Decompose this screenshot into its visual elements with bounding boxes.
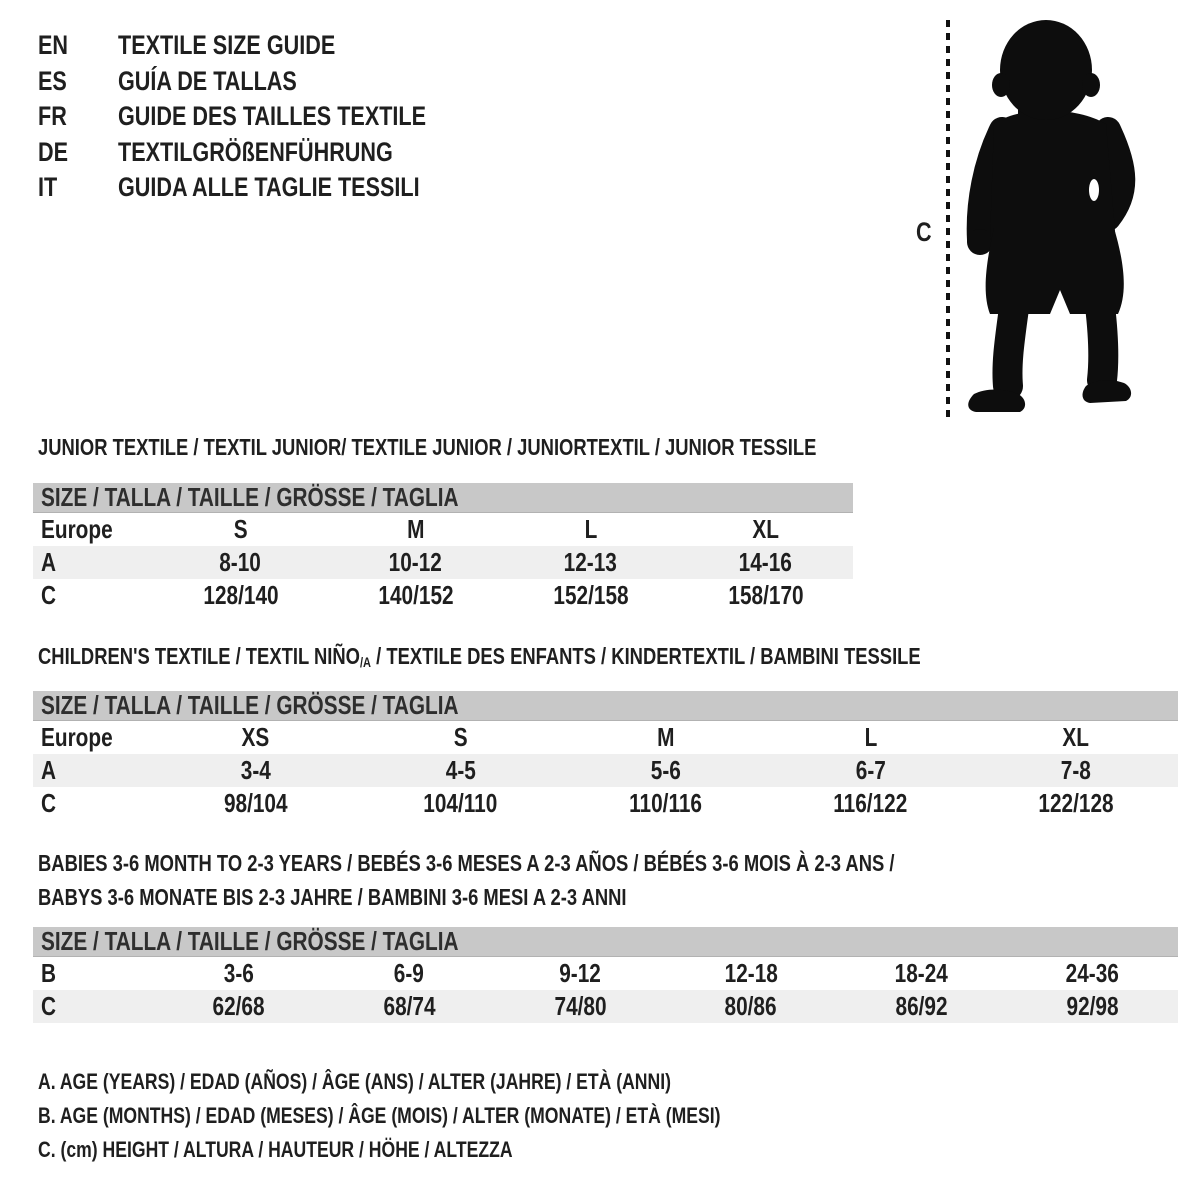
language-row — [38, 135, 503, 171]
table-cell: 3-6 — [223, 958, 254, 988]
table-cell: 104/110 — [423, 788, 498, 818]
table-cell: 110/116 — [629, 788, 702, 818]
language-code: IT — [38, 172, 58, 203]
table-row — [33, 754, 1178, 787]
table-row — [33, 546, 853, 579]
language-code: DE — [38, 136, 69, 167]
language-label: TEXTILE SIZE GUIDE — [118, 30, 336, 61]
row-label: C — [41, 788, 57, 818]
baby-silhouette — [958, 18, 1143, 418]
size-header-bar: SIZE / TALLA / TAILLE / GRÖSSE / TAGLIA — [33, 691, 1178, 721]
table-cell: XL — [1062, 722, 1089, 752]
table-cell: 158/170 — [727, 580, 804, 610]
table-row — [33, 721, 1178, 754]
language-label: TEXTILGRÖßENFÜHRUNG — [118, 136, 393, 167]
table-cell: 128/140 — [202, 580, 279, 610]
section-title-babies-line2: BABYS 3-6 MONATE BIS 2-3 JAHRE / BAMBINI 3-6 MESI A 2-3 ANNI — [38, 884, 627, 910]
row-label: A — [41, 547, 57, 577]
table-row — [33, 579, 853, 612]
table-row — [33, 990, 1178, 1023]
language-code: ES — [38, 65, 67, 96]
table-cell: 122/128 — [1037, 788, 1114, 818]
language-row — [38, 170, 503, 206]
language-list — [38, 28, 503, 206]
table-cell: 8-10 — [219, 547, 262, 577]
table-cell: XS — [241, 722, 270, 752]
measure-label-c: C — [916, 217, 932, 247]
table-cell: 10-12 — [388, 547, 443, 577]
row-label: C — [41, 991, 57, 1021]
section-title-children: CHILDREN'S TEXTILE / TEXTIL NIÑO/A / TEXTILE DES ENFANTS / KINDERTEXTIL / BAMBINI TESSILE — [38, 643, 921, 670]
table-cell: 18-24 — [895, 958, 949, 988]
row-label: B — [41, 958, 57, 988]
table-cell: 86/92 — [895, 991, 948, 1021]
table-cell: 12-18 — [724, 958, 778, 988]
row-label: Europe — [41, 722, 113, 752]
language-code: FR — [38, 101, 67, 132]
language-label: GUIDE DES TAILLES TEXTILE — [118, 101, 427, 132]
legend — [38, 1065, 891, 1167]
children-size-table — [33, 691, 1178, 820]
language-label: GUÍA DE TALLAS — [118, 65, 297, 96]
table-cell: 9-12 — [559, 958, 601, 988]
language-code: EN — [38, 30, 69, 61]
section-title-junior: JUNIOR TEXTILE / TEXTIL JUNIOR/ TEXTILE JUNIOR / JUNIORTEXTIL / JUNIOR TESSILE — [38, 434, 817, 460]
title-subscript: /A — [359, 655, 372, 670]
table-cell: 3-4 — [240, 755, 271, 785]
table-row — [33, 513, 853, 546]
legend-line-b: B. AGE (MONTHS) / EDAD (MESES) / ÂGE (MOIS) / ALTER (MONATE) / ETÀ (MESI) — [38, 1103, 721, 1128]
row-label: C — [41, 580, 57, 610]
table-cell: S — [453, 722, 468, 752]
table-cell: 74/80 — [554, 991, 607, 1021]
table-cell: M — [406, 514, 425, 544]
table-cell: XL — [752, 514, 779, 544]
table-cell: 140/152 — [377, 580, 454, 610]
row-label: Europe — [41, 514, 113, 544]
table-cell: 62/68 — [212, 991, 265, 1021]
junior-size-table — [33, 483, 853, 612]
table-row — [33, 787, 1178, 820]
table-cell: M — [656, 722, 675, 752]
language-label: GUIDA ALLE TAGLIE TESSILI — [118, 172, 420, 203]
table-cell: 116/122 — [833, 788, 908, 818]
babies-size-table — [33, 927, 1178, 1023]
table-cell: 98/104 — [223, 788, 288, 818]
table-cell: S — [233, 514, 248, 544]
table-cell: 6-7 — [855, 755, 886, 785]
table-cell: 4-5 — [445, 755, 476, 785]
table-cell: 24-36 — [1065, 958, 1120, 988]
table-cell: 14-16 — [738, 547, 793, 577]
table-cell: 92/98 — [1066, 991, 1119, 1021]
legend-line-c: C. (cm) HEIGHT / ALTURA / HAUTEUR / HÖHE / ALTEZZA — [38, 1137, 513, 1162]
language-row — [38, 64, 503, 100]
language-row — [38, 99, 503, 135]
table-cell: L — [864, 722, 877, 752]
legend-line-a: A. AGE (YEARS) / EDAD (AÑOS) / ÂGE (ANS) / ALTER (JAHRE) / ETÀ (ANNI) — [38, 1069, 671, 1094]
language-row — [38, 28, 503, 64]
table-row — [33, 957, 1178, 990]
table-cell: 68/74 — [383, 991, 436, 1021]
table-cell: 12-13 — [563, 547, 618, 577]
table-cell: 80/86 — [724, 991, 777, 1021]
table-cell: 6-9 — [394, 958, 425, 988]
table-cell: 5-6 — [650, 755, 681, 785]
row-label: A — [41, 755, 57, 785]
table-cell: L — [584, 514, 597, 544]
table-cell: 152/158 — [552, 580, 629, 610]
table-cell: 7-8 — [1060, 755, 1091, 785]
height-measure-dashed-line — [946, 20, 950, 418]
size-header-bar: SIZE / TALLA / TAILLE / GRÖSSE / TAGLIA — [33, 483, 853, 513]
size-header-bar: SIZE / TALLA / TAILLE / GRÖSSE / TAGLIA — [33, 927, 1178, 957]
section-title-babies-line1: BABIES 3-6 MONTH TO 2-3 YEARS / BEBÉS 3-6 MESES A 2-3 AÑOS / BÉBÉS 3-6 MOIS À 2-3 ANS / — [38, 850, 895, 876]
